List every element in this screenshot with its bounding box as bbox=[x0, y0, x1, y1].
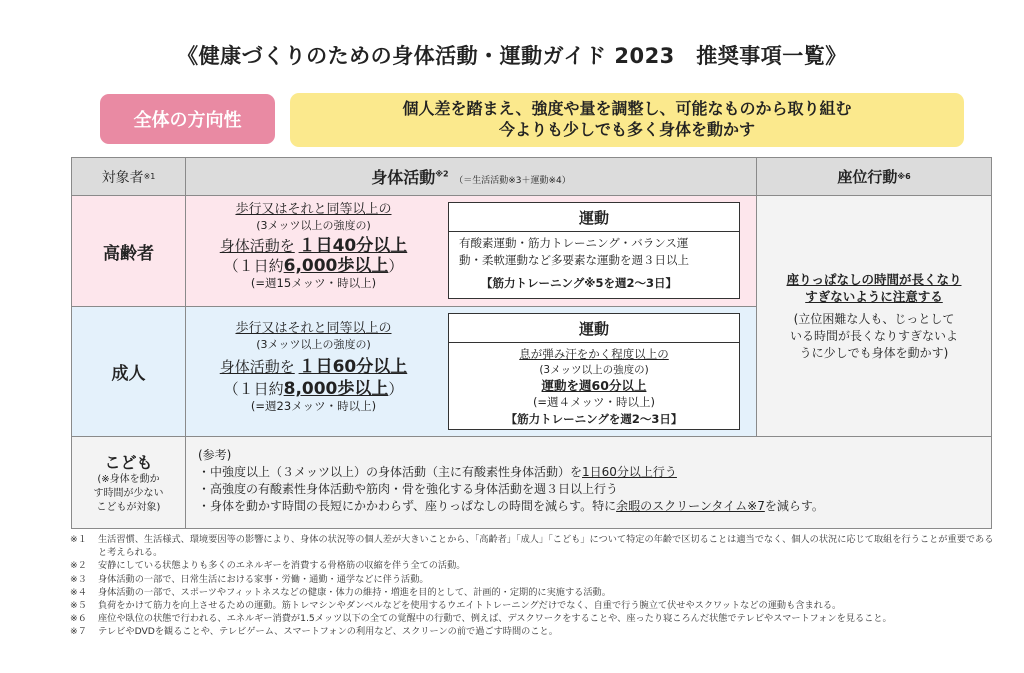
children-line-1 bbox=[198, 464, 988, 481]
sedentary-cell bbox=[756, 195, 992, 437]
adult-exercise-line-1: 息が弾み汗をかく程度以上の bbox=[519, 347, 669, 361]
children-line-3 bbox=[198, 498, 988, 515]
elderly-exercise-line-3: 【筋力トレーニング※5を週2～3日】 bbox=[481, 276, 677, 290]
footnote-mark: ※４ bbox=[70, 586, 87, 598]
footnote-text: 安静にしている状態よりも多くのエネルギーを消費する骨格筋の収縮を伴う全ての活動。 bbox=[98, 560, 466, 572]
adult-exercise-line-4: (=週４メッツ・時以上) bbox=[532, 395, 656, 409]
footnote bbox=[70, 559, 1000, 572]
children-sub-3: こどもが対象) bbox=[96, 502, 161, 513]
adult-pa-line-1: 歩行又はそれと同等以上の bbox=[235, 321, 392, 336]
footnote bbox=[70, 625, 1000, 638]
elderly-exercise-line-2: 動・柔軟運動など多要素な運動を週３日以上 bbox=[459, 253, 689, 267]
footnote-text: 座位や臥位の状態で行われる、エネルギー消費が1.5メッツ以下の全ての覚醒中の行動で、例えば、デスクワークをすることや、座ったり寝ころんだ状態でテレビやスマートフォンを見ること。 bbox=[98, 613, 892, 625]
footnote-mark: ※１ bbox=[70, 534, 87, 545]
adult-pa-line-3a: 身体活動を bbox=[219, 358, 295, 376]
footnote bbox=[70, 533, 1000, 559]
elderly-exercise-box bbox=[448, 202, 740, 299]
sedentary-line-5: うに少しでも身体を動かす) bbox=[799, 345, 949, 360]
elderly-exercise-line-1: 有酸素運動・筋力トレーニング・バランス運 bbox=[459, 236, 689, 250]
children-line-1a: ・中強度以上（３メッツ以上）の身体活動（主に有酸素性身体活動）を bbox=[198, 465, 583, 479]
elderly-pa-line-5: (=週15メッツ・時以上) bbox=[250, 276, 377, 290]
footnote-text: 負荷をかけて筋力を向上させるための運動。筋トレマシンやダンベルなどを使用するウエイトトレーニングだけでなく、自重で行う腕立て伏せやスクワットなどの運動も含まれる。 bbox=[98, 600, 842, 612]
elderly-pa-block bbox=[186, 202, 441, 291]
elderly-pa-line-3b: １日40分以上 bbox=[298, 236, 408, 256]
children-line-3a: ・身体を動かす時間の長短にかかわらず、座りっぱなしの時間を減らす。特に bbox=[198, 499, 617, 513]
row-label-children bbox=[71, 436, 186, 529]
children-line-2: ・高強度の有酸素性身体活動や筋肉・骨を強化する身体活動を週３日以上行う bbox=[198, 482, 619, 496]
adult-exercise-line-5: 【筋力トレーニングを週2～3日】 bbox=[505, 412, 683, 426]
header-pa-text: 身体活動 bbox=[371, 168, 436, 187]
adult-pa-line-2: (3メッツ以上の強度の) bbox=[256, 338, 371, 351]
elderly-pa-line-3 bbox=[186, 238, 441, 255]
sedentary-line-1: 座りっぱなしの時間が長くなり bbox=[786, 271, 962, 287]
header-sedentary bbox=[756, 157, 992, 196]
elderly-pa-line-2: (3メッツ以上の強度の) bbox=[256, 219, 371, 232]
adult-pa-line-5: (=週23メッツ・時以上) bbox=[250, 399, 377, 413]
children-line-1b: 1日60分以上行う bbox=[582, 465, 677, 479]
elderly-pa-line-3a: 身体活動を bbox=[219, 237, 295, 255]
footnote bbox=[70, 586, 1000, 599]
footnote-mark: ※７ bbox=[70, 626, 87, 638]
sedentary-line-2: すぎないように注意する bbox=[805, 288, 943, 304]
adult-exercise-line-2: (3メッツ以上の強度の) bbox=[539, 364, 649, 376]
direction-label: 全体の方向性 bbox=[100, 94, 275, 144]
header-sedentary-sup: ※6 bbox=[897, 172, 911, 181]
header-sedentary-label: 座位行動 bbox=[837, 168, 898, 186]
header-target bbox=[71, 157, 186, 196]
sedentary-line-4: いる時間が長くなりすぎないよ bbox=[789, 328, 958, 343]
children-sub-2: す時間が少ない bbox=[93, 488, 164, 499]
sedentary-text bbox=[786, 271, 961, 362]
footnote-text: 身体活動の一部で、スポーツやフィットネスなどの健康・体力の維持・増進を目的として、計画的・定期的に実施する活動。 bbox=[98, 586, 611, 598]
adult-pa-line-4c: ） bbox=[388, 380, 404, 398]
elderly-physical-activity bbox=[185, 195, 757, 307]
children-line-3c: を減らす。 bbox=[764, 499, 824, 513]
children-content bbox=[185, 436, 992, 529]
header-pa-sup: ※2 bbox=[435, 169, 449, 179]
sedentary-line-3: (立位困難な人も、じっとして bbox=[793, 311, 955, 326]
header-target-label: 対象者 bbox=[101, 169, 144, 186]
adult-pa-line-4b: 8,000歩以上 bbox=[283, 379, 389, 399]
elderly-pa-line-1: 歩行又はそれと同等以上の bbox=[235, 202, 392, 217]
adult-exercise-box bbox=[448, 313, 740, 430]
children-line-3b: 余暇のスクリーンタイム※7 bbox=[616, 499, 765, 513]
elderly-pa-line-4c: ） bbox=[388, 257, 404, 275]
children-text bbox=[198, 447, 988, 515]
footnote-text: 生活習慣、生活様式、環境要因等の影響により、身体の状況等の個人差が大きいことから、「高齢者」「成人」「こども」について特定の年齢で区切ることは適当でなく、個人の状況に応じて取組を行うことが重要であると考えられる。 bbox=[98, 534, 994, 559]
footnote bbox=[70, 599, 1000, 612]
footnote-text: 身体活動の一部で、日常生活における家事・労働・通勤・通学などに伴う活動。 bbox=[98, 573, 429, 585]
page-title: 《健康づくりのための身体活動・運動ガイド 2023 推奨事項一覧》 bbox=[177, 44, 847, 68]
footnote bbox=[70, 573, 1000, 586]
adult-pa-line-3 bbox=[186, 359, 441, 376]
header-pa-label bbox=[371, 165, 570, 188]
footnote-mark: ※５ bbox=[70, 600, 87, 612]
elderly-pa-line-4b: 6,000歩以上 bbox=[283, 256, 389, 276]
footnote-mark: ※６ bbox=[70, 613, 87, 625]
row-label-adult: 成人 bbox=[71, 306, 186, 437]
direction-line-1: 個人差を踏まえ、強度や量を調整し、可能なものから取り組む bbox=[402, 99, 852, 118]
footnote bbox=[70, 612, 1000, 625]
footnotes bbox=[70, 533, 1000, 639]
adult-exercise-body bbox=[449, 343, 739, 428]
footnote-mark: ※２ bbox=[70, 560, 87, 572]
adult-pa-block bbox=[186, 321, 441, 414]
header-physical-activity bbox=[185, 157, 757, 196]
elderly-exercise-body bbox=[449, 232, 739, 292]
header-target-sup: ※1 bbox=[143, 172, 156, 181]
children-label: こども bbox=[104, 453, 153, 472]
adult-pa-line-4 bbox=[186, 381, 441, 398]
children-ref: (参考) bbox=[198, 448, 232, 462]
children-sub-1: (※身体を動か bbox=[97, 474, 160, 485]
children-label-block bbox=[94, 450, 164, 515]
elderly-pa-line-4 bbox=[186, 258, 441, 275]
footnote-text: テレビやDVDを観ることや、テレビゲーム、スマートフォンの利用など、スクリーンの前で過ごす時間のこと。 bbox=[98, 626, 558, 638]
elderly-pa-line-4a: （１日約 bbox=[223, 257, 284, 275]
header-pa-note: （＝生活活動※3＋運動※4） bbox=[454, 176, 571, 186]
adult-pa-line-4a: （１日約 bbox=[223, 380, 284, 398]
adult-pa-line-3b: １日60分以上 bbox=[298, 357, 408, 377]
row-label-elderly: 高齢者 bbox=[71, 195, 186, 307]
adult-exercise-line-3: 運動を週60分以上 bbox=[541, 378, 647, 393]
adult-exercise-heading: 運動 bbox=[449, 314, 739, 343]
direction-text bbox=[290, 93, 964, 147]
footnote-mark: ※３ bbox=[70, 573, 87, 585]
direction-line-2: 今よりも少しでも多く身体を動かす bbox=[498, 120, 755, 139]
adult-physical-activity bbox=[185, 306, 757, 437]
elderly-exercise-heading: 運動 bbox=[449, 203, 739, 232]
